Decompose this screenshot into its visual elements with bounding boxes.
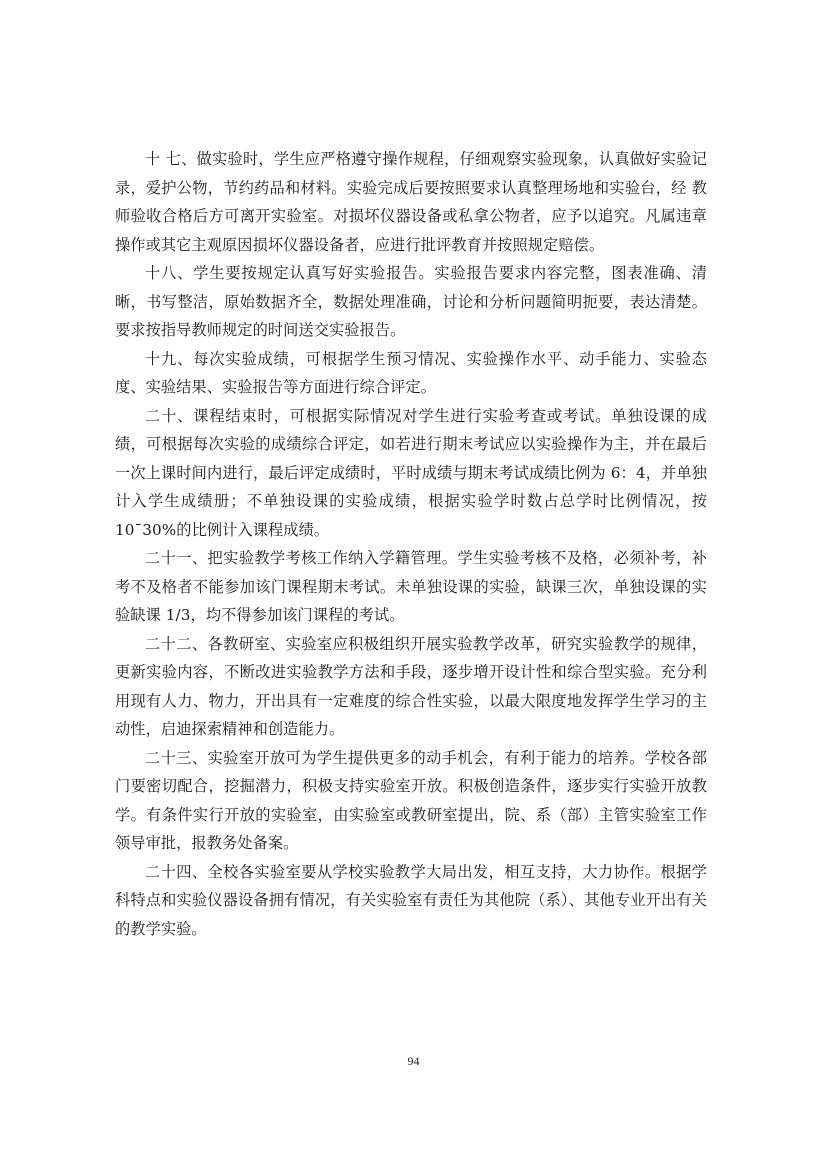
paragraph-22: 二十二、各教研室、实验室应积极组织开展实验教学改革，研究实验教学的规律，更新实验内容，不断改进实验教学方法和手段，逐步增开设计性和综合型实验。充分利用现有人力、物力，开出具有一定难度的综合性实验，以最大限度地发挥学生学习的主动性，启迪探索精神和创造能力。: [115, 634, 707, 738]
body-text: [115, 145, 707, 943]
paragraph-21: 二十一、把实验教学考核工作纳入学籍管理。学生实验考核不及格，必须补考，补考不及格者不能参加该门课程期末考试。未单独设课的实验，缺课三次，单独设课的实验缺课 1/3，均不得参加该门课程的考试。: [115, 549, 707, 624]
paragraph-23: 二十三、实验室开放可为学生提供更多的动手机会，有利于能力的培养。学校各部门要密切配合，挖掘潜力，积极支持实验室开放。积极创造条件，逐步实行实验开放教学。有条件实行开放的实验室，由实验室或教研室提出，院、系（部）主管实验室工作领导审批，报教务处备案。: [115, 748, 707, 852]
paragraph-20: 二十、课程结束时，可根据实际情况对学生进行实验考查或考试。单独设课的成绩，可根据每次实验的成绩综合评定，如若进行期末考试应以实验操作为主，并在最后一次上课时间内进行，最后评定成绩时，平时成绩与期末考试成绩比例为 6：4，并单独计入学生成绩册；不单独设课的实验成绩，根据实验学时数占总学时比例情况，按 10¯30%的比例计入课程成绩。: [115, 406, 707, 539]
paragraph-18: 十八、学生要按规定认真写好实验报告。实验报告要求内容完整，图表准确、清晰，书写整洁，原始数据齐全，数据处理准确，讨论和分析问题简明扼要，表达清楚。要求按指导教师规定的时间送交实验报告。: [115, 264, 707, 339]
paragraph-17: 十 七、做实验时，学生应严格遵守操作规程，仔细观察实验现象，认真做好实验记录，爱护公物，节约药品和材料。实验完成后要按照要求认真整理场地和实验台，经 教师验收合格后方可离开实验室。对损坏仪器设备或私拿公物者，应予以追究。凡属违章操作或其它主观原因损坏仪器设备者，应进行批评教育并按照规定赔偿。: [115, 150, 707, 254]
paragraph-24: 二十四、全校各实验室要从学校实验教学大局出发，相互支持，大力协作。根据学科特点和实验仪器设备拥有情况，有关实验室有责任为其他院（系）、其他专业开出有关的教学实验。: [115, 862, 707, 938]
paragraph-19: 十九、每次实验成绩，可根据学生预习情况、实验操作水平、动手能力、实验态度、实验结果、实验报告等方面进行综合评定。: [115, 349, 707, 396]
page-number: 94: [407, 1054, 420, 1068]
